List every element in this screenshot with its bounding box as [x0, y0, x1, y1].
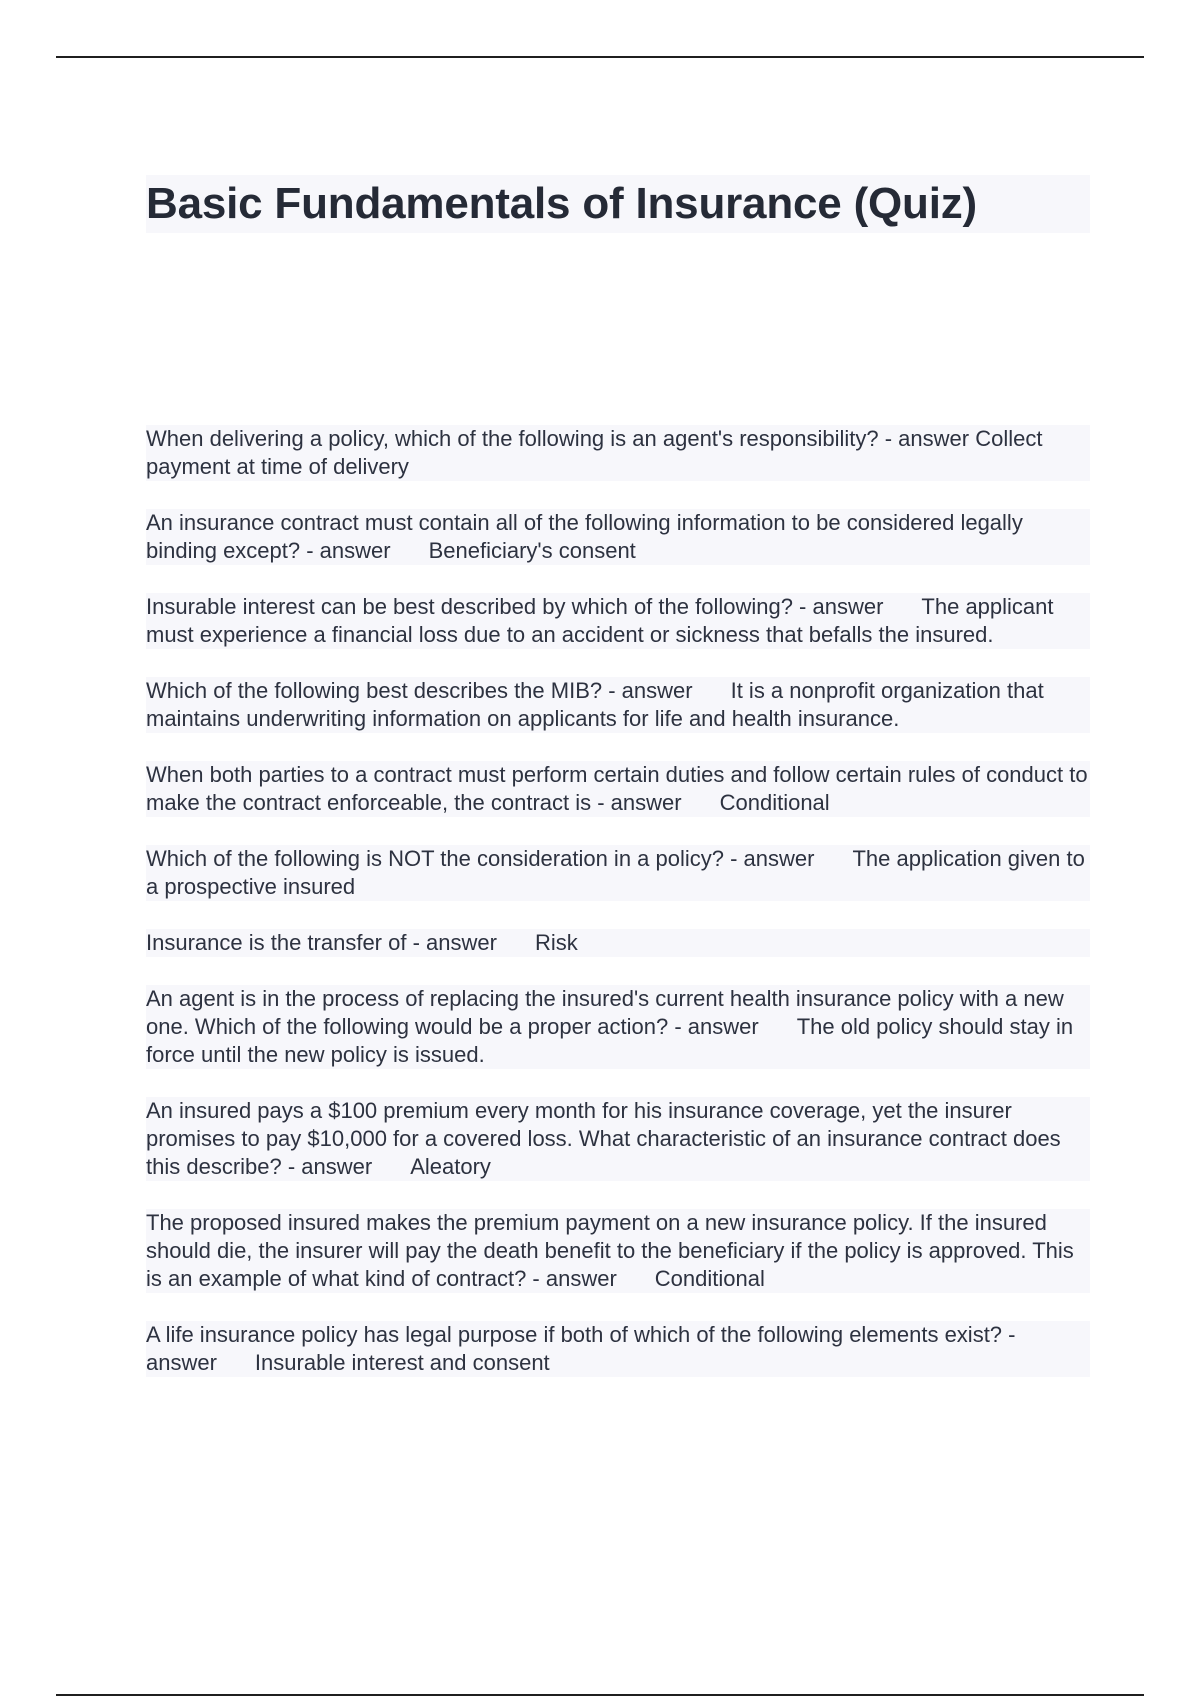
qa-item [146, 425, 1090, 481]
qa-item [146, 985, 1090, 1069]
question-text: When delivering a policy, which of the following is an agent's responsibility? - answer [146, 426, 970, 451]
qa-list [146, 425, 1090, 1377]
qa-item [146, 1321, 1090, 1377]
answer-text: The old policy should stay in force until the new policy is issued. [146, 1014, 1074, 1067]
qa-item [146, 677, 1090, 733]
question-text: An insurance contract must contain all of the following information to be considered legally binding except? - answer [146, 510, 1023, 563]
answer-text: Conditional [654, 1266, 765, 1291]
answer-text: Conditional [719, 790, 830, 815]
question-text: An insured pays a $100 premium every month for his insurance coverage, yet the insurer promises to pay $10,000 for a covered loss. What characteristic of an insurance contract does this describe? - answer [146, 1098, 1061, 1179]
question-text: When both parties to a contract must perform certain duties and follow certain rules of conduct to make the contract enforceable, the contract is - answer [146, 762, 1088, 815]
qa-item [146, 1209, 1090, 1293]
qa-item [146, 929, 1090, 957]
question-text: Insurance is the transfer of - answer [146, 930, 497, 955]
qa-item [146, 845, 1090, 901]
answer-text: The application given to a prospective insured [146, 846, 1085, 899]
answer-text: Aleatory [410, 1154, 491, 1179]
answer-text: Insurable interest and consent [254, 1350, 550, 1375]
question-text: An agent is in the process of replacing the insured's current health insurance policy with a new one. Which of the following would be a proper action? - answer [146, 986, 1064, 1039]
question-text: Which of the following best describes the MIB? - answer [146, 678, 693, 703]
question-text: Insurable interest can be best described by which of the following? - answer [146, 594, 884, 619]
answer-text: Collect payment at time of delivery [146, 426, 1043, 479]
question-text: The proposed insured makes the premium payment on a new insurance policy. If the insured should die, the insurer will pay the death benefit to the beneficiary if the policy is approved. This is an example of what kind of contract? - answer [146, 1210, 1074, 1291]
document-title: Basic Fundamentals of Insurance (Quiz) [146, 175, 1090, 233]
qa-item [146, 509, 1090, 565]
answer-text: Risk [534, 930, 578, 955]
answer-text: The applicant must experience a financial loss due to an accident or sickness that befalls the insured. [146, 594, 1054, 647]
qa-item [146, 593, 1090, 649]
question-text: Which of the following is NOT the consideration in a policy? - answer [146, 846, 815, 871]
top-rule [56, 56, 1144, 58]
bottom-rule [56, 1694, 1144, 1696]
qa-item [146, 761, 1090, 817]
question-text: A life insurance policy has legal purpose if both of which of the following elements exist? - answer [146, 1322, 1016, 1375]
qa-item [146, 1097, 1090, 1181]
answer-text: Beneficiary's consent [428, 538, 636, 563]
answer-text: It is a nonprofit organization that maintains underwriting information on applicants for life and health insurance. [146, 678, 1044, 731]
